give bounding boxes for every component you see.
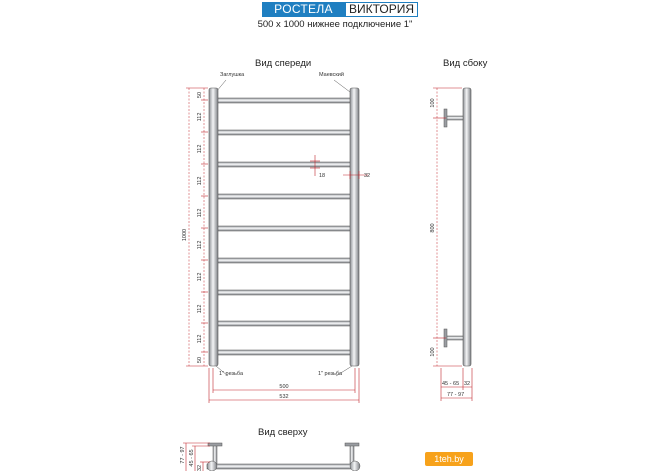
top-dim-c: 32 bbox=[197, 464, 203, 471]
dim-spacing-8: 112 bbox=[197, 334, 203, 344]
dim-spacing-6: 112 bbox=[197, 272, 203, 282]
dim-spacing-4: 112 bbox=[197, 208, 203, 218]
side-dim-depth: 45 - 65 bbox=[442, 381, 460, 387]
rung-3 bbox=[214, 162, 354, 167]
rung-8 bbox=[214, 321, 354, 326]
brand-label: РОСТЕЛА bbox=[262, 2, 345, 17]
rungs bbox=[214, 98, 354, 355]
front-height-dims bbox=[189, 88, 204, 366]
side-bracket-bottom bbox=[446, 336, 463, 340]
dim-pipe-diameter: 32 bbox=[364, 173, 371, 179]
side-dim-pipe: 32 bbox=[464, 381, 471, 387]
thread-right-label: 1" резьба bbox=[318, 371, 343, 377]
left-pipe bbox=[209, 88, 218, 366]
top-view-bar bbox=[207, 464, 359, 469]
dim-spacing-1: 112 bbox=[197, 112, 203, 122]
dim-total-height: 1000 bbox=[182, 228, 188, 242]
side-view-title: Вид сбоку bbox=[443, 58, 488, 69]
side-dim-top: 100 bbox=[430, 98, 436, 108]
top-view-title: Вид сверху bbox=[258, 427, 308, 438]
rung-9 bbox=[214, 350, 354, 355]
dim-top-offset: 50 bbox=[197, 91, 203, 99]
rung-6 bbox=[214, 258, 354, 263]
side-dim-bottom: 100 bbox=[430, 347, 436, 357]
dim-spacing-3: 112 bbox=[197, 176, 203, 186]
side-pipe bbox=[463, 88, 471, 366]
rung-4 bbox=[214, 194, 354, 199]
rung-1 bbox=[214, 98, 354, 103]
dim-total-width: 532 bbox=[279, 394, 289, 400]
top-dim-a: 77 - 97 bbox=[180, 446, 186, 464]
valve-label: Маевский bbox=[319, 72, 344, 78]
right-pipe bbox=[350, 88, 359, 366]
front-view-title: Вид спереди bbox=[255, 58, 312, 69]
dim-center-width: 500 bbox=[279, 384, 289, 390]
dim-bottom-offset: 50 bbox=[197, 356, 203, 364]
dim-spacing-7: 112 bbox=[197, 304, 203, 314]
watermark-badge: 1teh.by bbox=[425, 452, 473, 466]
top-dim-b: 45 - 65 bbox=[189, 449, 195, 467]
side-bracket-top bbox=[446, 116, 463, 120]
plug-label: Заглушка bbox=[220, 72, 245, 78]
thread-left-label: 1" резьба bbox=[219, 371, 244, 377]
dim-rung-diameter: 18 bbox=[319, 173, 326, 179]
subtitle: 500 х 1000 нижнее подключение 1" bbox=[257, 19, 413, 30]
top-view bbox=[180, 443, 360, 471]
rung-5 bbox=[214, 226, 354, 231]
front-view bbox=[182, 80, 370, 403]
side-dim-middle: 800 bbox=[430, 223, 436, 233]
side-dim-total: 77 - 97 bbox=[447, 392, 465, 398]
dim-spacing-2: 112 bbox=[197, 144, 203, 154]
rung-2 bbox=[214, 130, 354, 135]
dim-spacing-5: 112 bbox=[197, 240, 203, 250]
model-label: ВИКТОРИЯ bbox=[345, 2, 418, 17]
rung-7 bbox=[214, 290, 354, 295]
side-view bbox=[430, 88, 472, 401]
